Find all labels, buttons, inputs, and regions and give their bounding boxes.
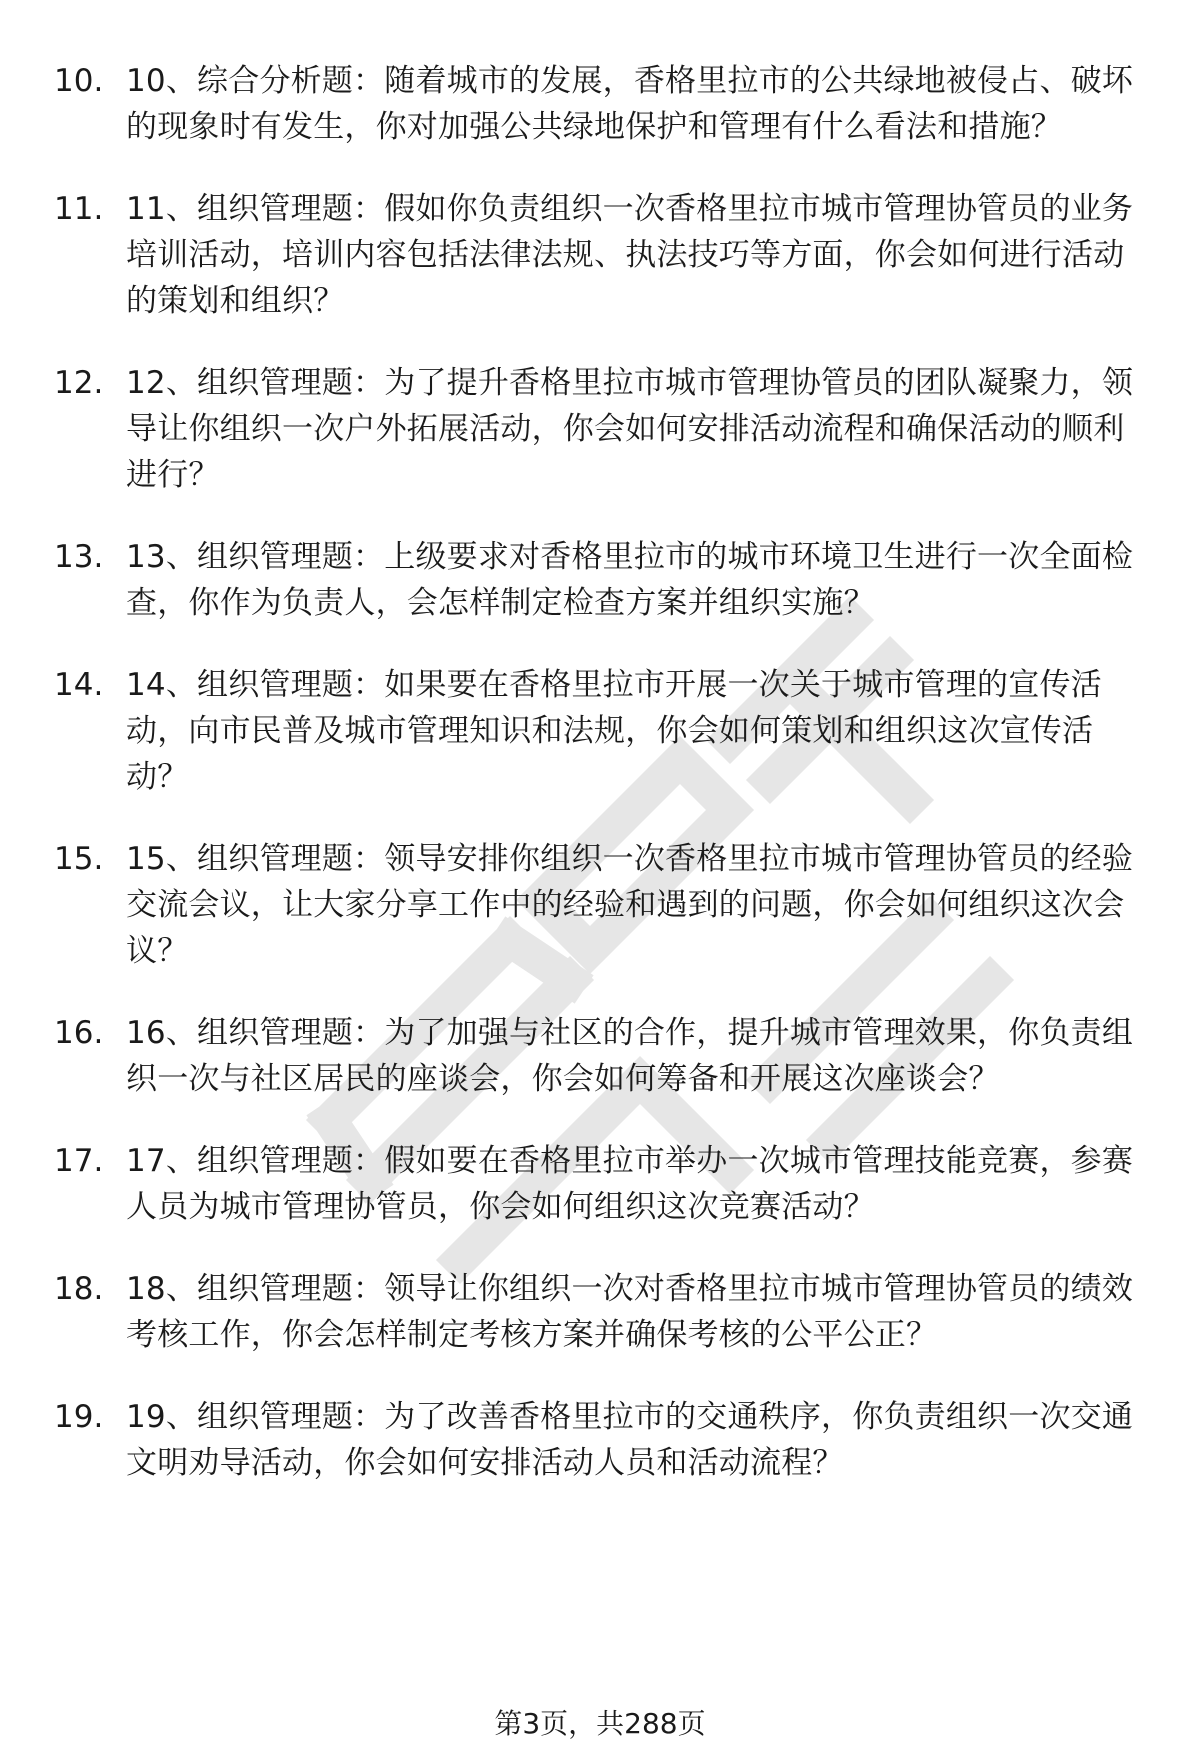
question-number: 14. [54, 667, 104, 703]
page-footer: 第3页，共288页 [494, 1707, 706, 1740]
question-text: 14、组织管理题：如果要在香格里拉市开展一次关于城市管理的宣传活动，向市民普及城市管理知识和法规，你会如何策划和组织这次宣传活动？ [126, 667, 1102, 795]
question-number: 11. [54, 191, 104, 227]
question-text: 12、组织管理题：为了提升香格里拉市城市管理协管员的团队凝聚力，领导让你组织一次户外拓展活动，你会如何安排活动流程和确保活动的顺利进行？ [126, 365, 1134, 493]
list-item [0, 1138, 1200, 1230]
list-item [0, 534, 1200, 626]
question-number: 12. [54, 365, 104, 401]
question-list [0, 58, 1200, 1522]
list-item [0, 186, 1200, 324]
question-text: 13、组织管理题：上级要求对香格里拉市的城市环境卫生进行一次全面检查，你作为负责人，会怎样制定检查方案并组织实施？ [126, 539, 1134, 621]
question-text: 19、组织管理题：为了改善香格里拉市的交通秩序，你负责组织一次交通文明劝导活动，你会如何安排活动人员和活动流程？ [126, 1399, 1134, 1481]
question-text: 11、组织管理题：假如你负责组织一次香格里拉市城市管理协管员的业务培训活动，培训内容包括法律法规、执法技巧等方面，你会如何进行活动的策划和组织？ [126, 191, 1134, 319]
question-number: 16. [54, 1015, 104, 1051]
question-number: 18. [54, 1271, 104, 1307]
list-item [0, 360, 1200, 498]
list-item [0, 836, 1200, 974]
question-number: 15. [54, 841, 104, 877]
list-item [0, 58, 1200, 150]
question-text: 16、组织管理题：为了加强与社区的合作，提升城市管理效果，你负责组织一次与社区居民的座谈会，你会如何筹备和开展这次座谈会？ [126, 1015, 1134, 1097]
question-number: 17. [54, 1143, 104, 1179]
list-item [0, 1010, 1200, 1102]
question-number: 10. [54, 63, 104, 99]
list-item [0, 1266, 1200, 1358]
question-text: 18、组织管理题：领导让你组织一次对香格里拉市城市管理协管员的绩效考核工作，你会怎样制定考核方案并确保考核的公平公正？ [126, 1271, 1134, 1353]
question-number: 13. [54, 539, 104, 575]
question-text: 15、组织管理题：领导安排你组织一次香格里拉市城市管理协管员的经验交流会议，让大家分享工作中的经验和遇到的问题，你会如何组织这次会议？ [126, 841, 1134, 969]
list-item [0, 662, 1200, 800]
list-item [0, 1394, 1200, 1486]
question-text: 17、组织管理题：假如要在香格里拉市举办一次城市管理技能竞赛，参赛人员为城市管理协管员，你会如何组织这次竞赛活动？ [126, 1143, 1134, 1225]
question-number: 19. [54, 1399, 104, 1435]
question-text: 10、综合分析题：随着城市的发展，香格里拉市的公共绿地被侵占、破坏的现象时有发生，你对加强公共绿地保护和管理有什么看法和措施？ [126, 63, 1134, 145]
